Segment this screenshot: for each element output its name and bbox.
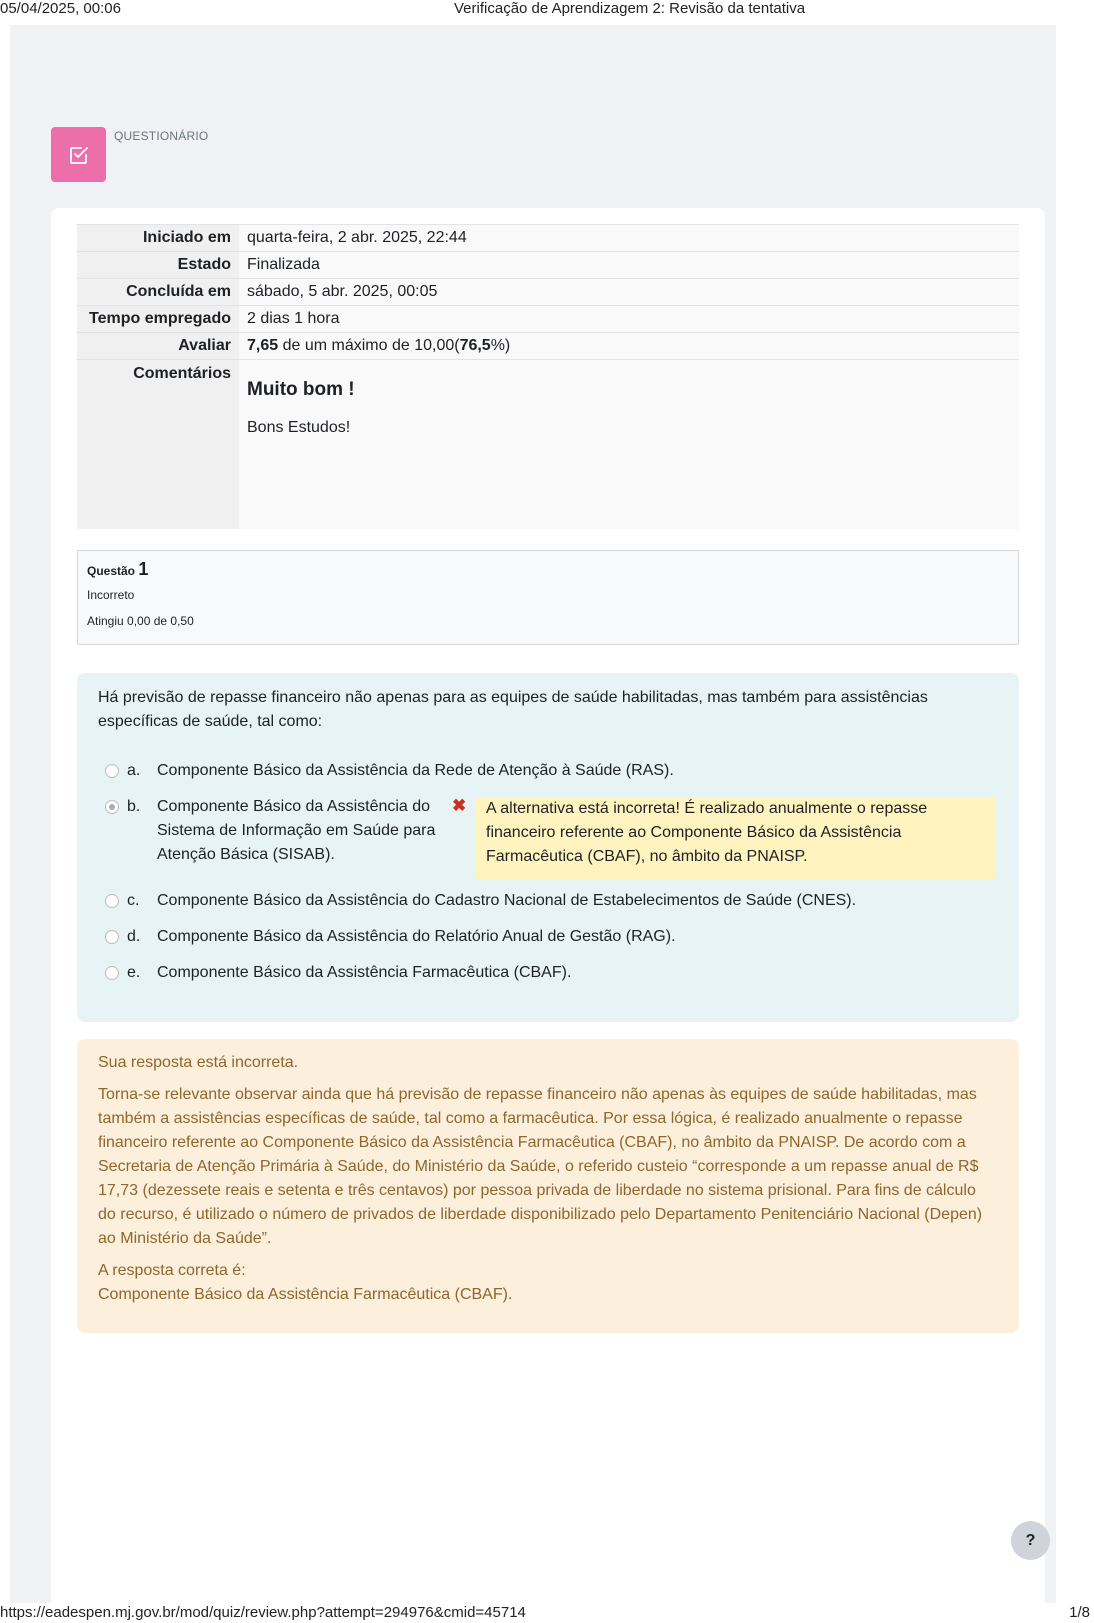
answer-option-b[interactable] <box>105 795 451 867</box>
completed-value: sábado, 5 abr. 2025, 00:05 <box>239 279 1019 306</box>
grade-end: %) <box>490 337 511 354</box>
answer-option-c[interactable] <box>105 889 977 913</box>
print-title: Verificação de Aprendizagem 2: Revisão da tentativa <box>454 0 806 17</box>
grade-label: Avaliar <box>77 333 239 360</box>
question-number <box>87 559 1009 580</box>
started-label: Iniciado em <box>77 225 239 252</box>
started-value: quarta-feira, 2 abr. 2025, 22:44 <box>239 225 1019 252</box>
summary-row-comments <box>77 360 1019 529</box>
option-text-c: Componente Básico da Assistência do Cadastro Nacional de Estabelecimentos de Saúde (CNES). <box>157 892 857 909</box>
grade-percent: 76,5 <box>459 337 491 354</box>
print-footer <box>0 1604 1094 1623</box>
question-grade: Atingiu 0,00 de 0,50 <box>87 614 194 628</box>
incorrect-icon: ✖ <box>452 796 467 815</box>
time-label: Tempo empregado <box>77 306 239 333</box>
radio-b-selected[interactable] <box>105 800 119 814</box>
question-label: Questão <box>87 564 136 578</box>
grade-value <box>239 333 1019 360</box>
option-letter-c: c. <box>127 892 140 909</box>
comments-value <box>239 360 1019 529</box>
question-number-value: 1 <box>138 559 149 579</box>
option-text-b: Componente Básico da Assistência do Sistema de Informação em Saúde para Atenção Básica (SISAB). <box>157 798 436 863</box>
print-date: 05/04/2025, 00:06 <box>0 0 121 17</box>
completed-label: Concluída em <box>77 279 239 306</box>
specific-feedback: A alternativa está incorreta! É realizado anualmente o repasse financeiro referente ao Componente Básico da Assistência Farmacêutica (CBAF), no âmbito da PNAISP. <box>476 797 996 879</box>
comments-label: Comentários <box>77 360 239 529</box>
page-url: https://eadespen.mj.gov.br/mod/quiz/review.php?attempt=294976&cmid=45714 <box>0 1604 526 1621</box>
option-text-e: Componente Básico da Assistência Farmacêutica (CBAF). <box>157 964 572 981</box>
option-letter-a: a. <box>127 762 141 779</box>
summary-row-time <box>77 306 1019 333</box>
help-button[interactable]: ? <box>1011 1521 1050 1560</box>
checkbox-edit-icon <box>67 143 91 167</box>
right-answer-label: A resposta correta é: <box>98 1262 246 1279</box>
state-value: Finalizada <box>239 252 1019 279</box>
grade-max: de um máximo de 10,00( <box>278 337 460 354</box>
radio-e[interactable] <box>105 966 119 980</box>
radio-a[interactable] <box>105 764 119 778</box>
question-outcome <box>77 1039 1019 1333</box>
outcome-status: Sua resposta está incorreta. <box>98 1054 299 1071</box>
comments-text: Bons Estudos! <box>247 419 351 436</box>
answer-option-d[interactable] <box>105 925 977 949</box>
grade-score: 7,65 <box>247 337 279 354</box>
radio-d[interactable] <box>105 930 119 944</box>
question-text: Há previsão de repasse financeiro não apenas para as equipes de saúde habilitadas, mas também para assistências específicas de saúde, tal como: <box>98 689 928 730</box>
option-letter-b: b. <box>127 798 141 815</box>
question-info <box>77 550 1019 645</box>
option-letter-e: e. <box>127 964 141 981</box>
summary-row-started <box>77 225 1019 252</box>
comments-title: Muito bom ! <box>247 379 355 400</box>
option-text-d: Componente Básico da Assistência do Relatório Anual de Gestão (RAG). <box>157 928 676 945</box>
time-value: 2 dias 1 hora <box>239 306 1019 333</box>
module-type-label: QUESTIONÁRIO <box>114 129 209 143</box>
page-number: 1/8 <box>1069 1604 1090 1621</box>
question-state: Incorreto <box>87 588 135 602</box>
radio-c[interactable] <box>105 894 119 908</box>
question-formulation <box>77 673 1019 1022</box>
state-label: Estado <box>77 252 239 279</box>
summary-row-state <box>77 252 1019 279</box>
summary-row-completed <box>77 279 1019 306</box>
print-header <box>0 0 1094 22</box>
summary-row-grade <box>77 333 1019 360</box>
attempt-summary-table <box>77 224 1019 529</box>
quiz-module-icon <box>51 127 106 182</box>
answer-option-a[interactable] <box>105 759 977 783</box>
option-text-a: Componente Básico da Assistência da Rede de Atenção à Saúde (RAS). <box>157 762 674 779</box>
right-answer: Componente Básico da Assistência Farmacêutica (CBAF). <box>98 1286 513 1303</box>
general-feedback: Torna-se relevante observar ainda que há previsão de repasse financeiro não apenas às equipes de saúde habilitadas, mas também a assistências específicas de saúde, tal como a farmacêutica. Por essa lógica, é realizado anualmente o repasse financeiro referente ao Componente Básico da Assistência Farmacêutica (CBAF), no âmbito da PNAISP. De acordo com a Secretaria de Atenção Primária à Saúde, do Ministério da Saúde, o referido custeio “corresponde a um repasse anual de R$ 17,73 (dezessete reais e setenta e três centavos) por pessoa privada de liberdade no sistema prisional. Para fins de cálculo do recurso, é utilizado o número de privados de liberdade disponibilizado pelo Departamento Penitenciário Nacional (Depen) ao Ministério da Saúde”. <box>98 1086 983 1247</box>
answer-option-e[interactable] <box>105 961 977 985</box>
option-letter-d: d. <box>127 928 141 945</box>
